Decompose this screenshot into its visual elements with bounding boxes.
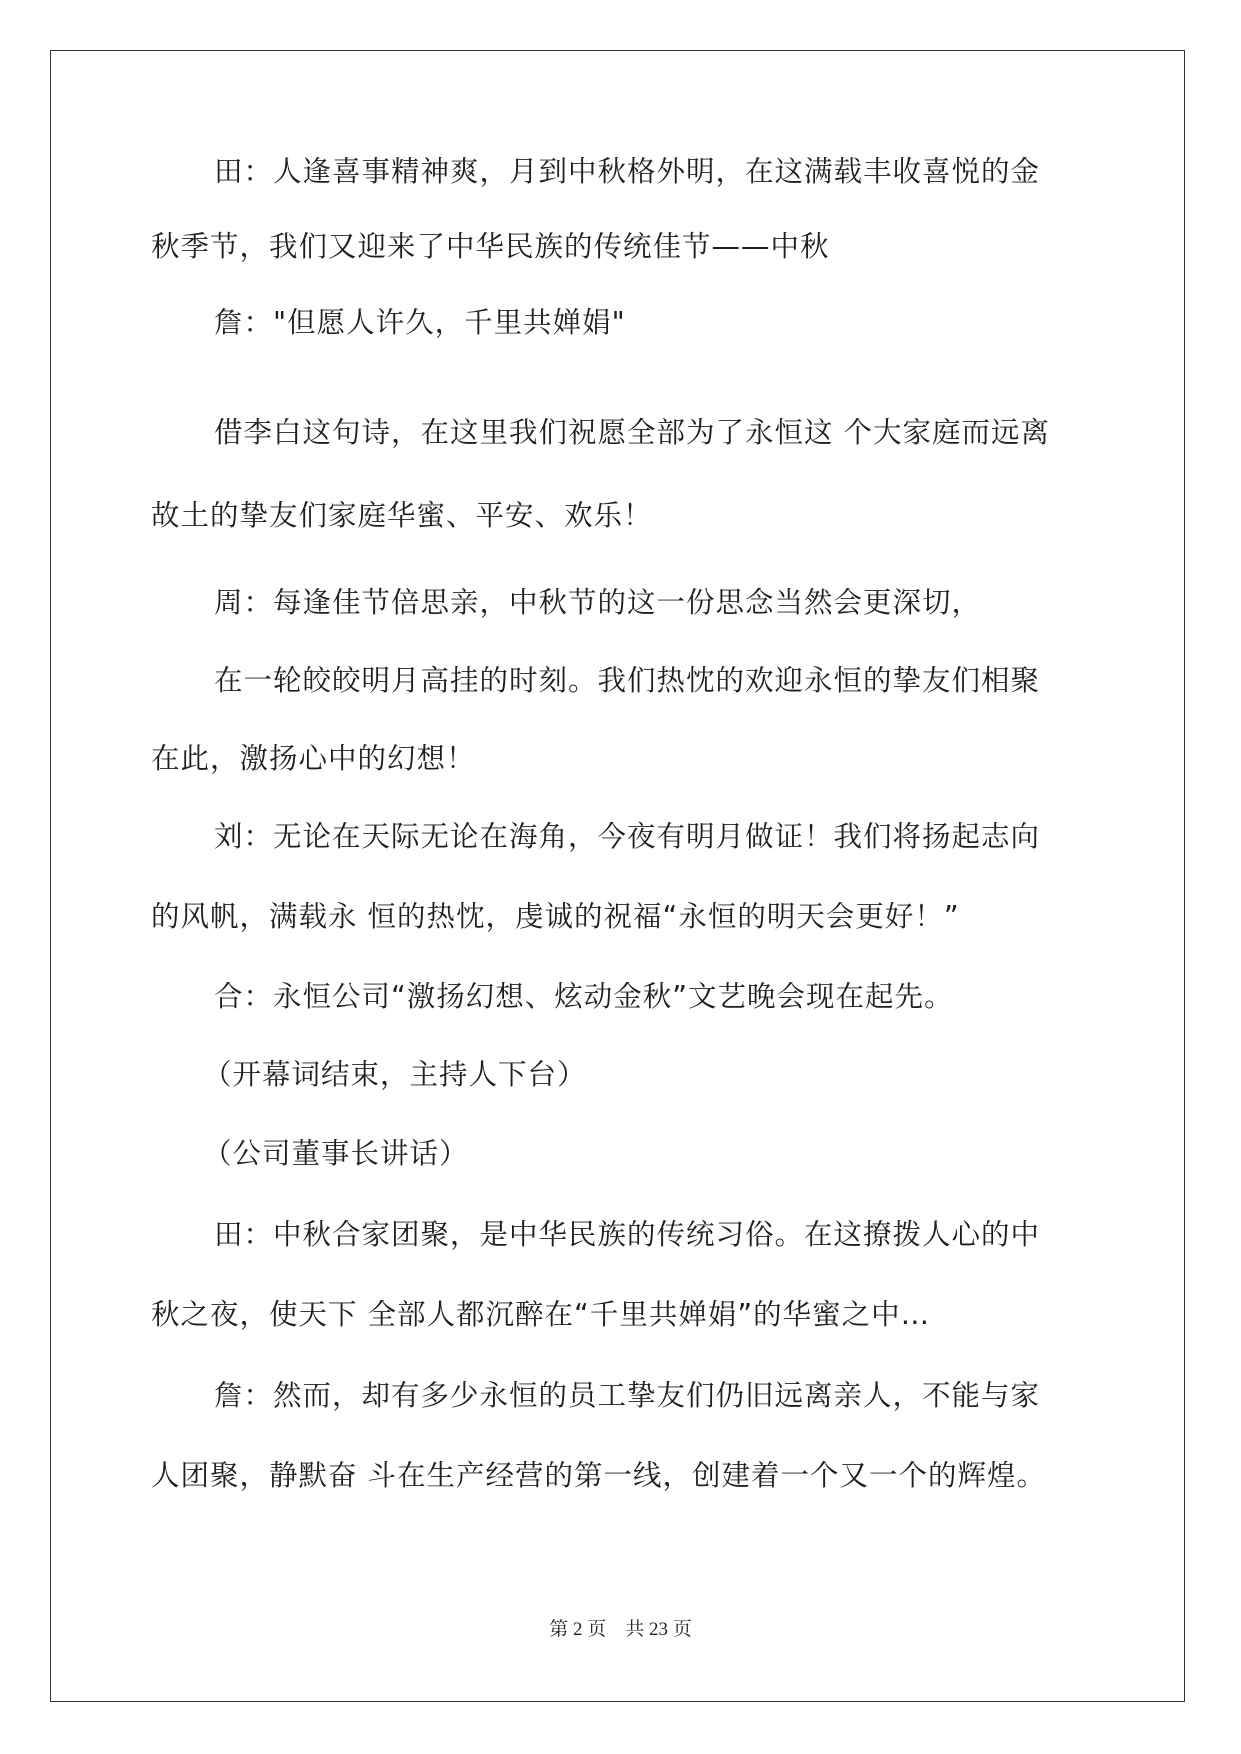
text-line: （公司董事长讲话） xyxy=(203,1137,469,1170)
text-line: 在此，激扬心中的幻想！ xyxy=(151,742,476,775)
text-line: 人团聚，静默奋 斗在生产经营的第一线，创建着一个又一个的辉煌。 xyxy=(151,1459,1047,1492)
page-number-footer: 第 2 页 共 23 页 xyxy=(549,1619,692,1640)
text-line: 的风帆，满载永 恒的热忱，虔诚的祝福“永恒的明天会更好！” xyxy=(151,900,960,933)
text-line: 刘：无论在天际无论在海角，今夜有明月做证！我们将扬起志向 xyxy=(214,820,1041,853)
text-line: 秋之夜，使天下 全部人都沉醉在“千里共婵娟”的华蜜之中… xyxy=(151,1298,931,1331)
text-line: （开幕词结束，主持人下台） xyxy=(203,1058,587,1091)
text-line: 在一轮皎皎明月高挂的时刻。我们热忱的欢迎永恒的挚友们相聚 xyxy=(214,664,1041,697)
page-border xyxy=(50,50,1185,1702)
text-line: 詹：然而，却有多少永恒的员工挚友们仍旧远离亲人，不能与家 xyxy=(214,1379,1041,1412)
text-line: 田：人逢喜事精神爽，月到中秋格外明，在这满载丰收喜悦的金 xyxy=(214,155,1041,188)
text-line: 周：每逢佳节倍思亲，中秋节的这一份思念当然会更深切， xyxy=(214,586,982,619)
text-line: 合：永恒公司“激扬幻想、炫动金秋”文艺晚会现在起先。 xyxy=(214,980,954,1013)
text-line: 借李白这句诗，在这里我们祝愿全部为了永恒这 个大家庭而远离 xyxy=(214,416,1051,449)
text-line: 秋季节，我们又迎来了中华民族的传统佳节——中秋 xyxy=(151,230,830,263)
text-line: 田：中秋合家团聚，是中华民族的传统习俗。在这撩拨人心的中 xyxy=(214,1218,1041,1251)
text-line: 詹："但愿人许久，千里共婵娟" xyxy=(214,306,626,339)
text-line: 故土的挚友们家庭华蜜、平安、欢乐！ xyxy=(151,499,653,532)
